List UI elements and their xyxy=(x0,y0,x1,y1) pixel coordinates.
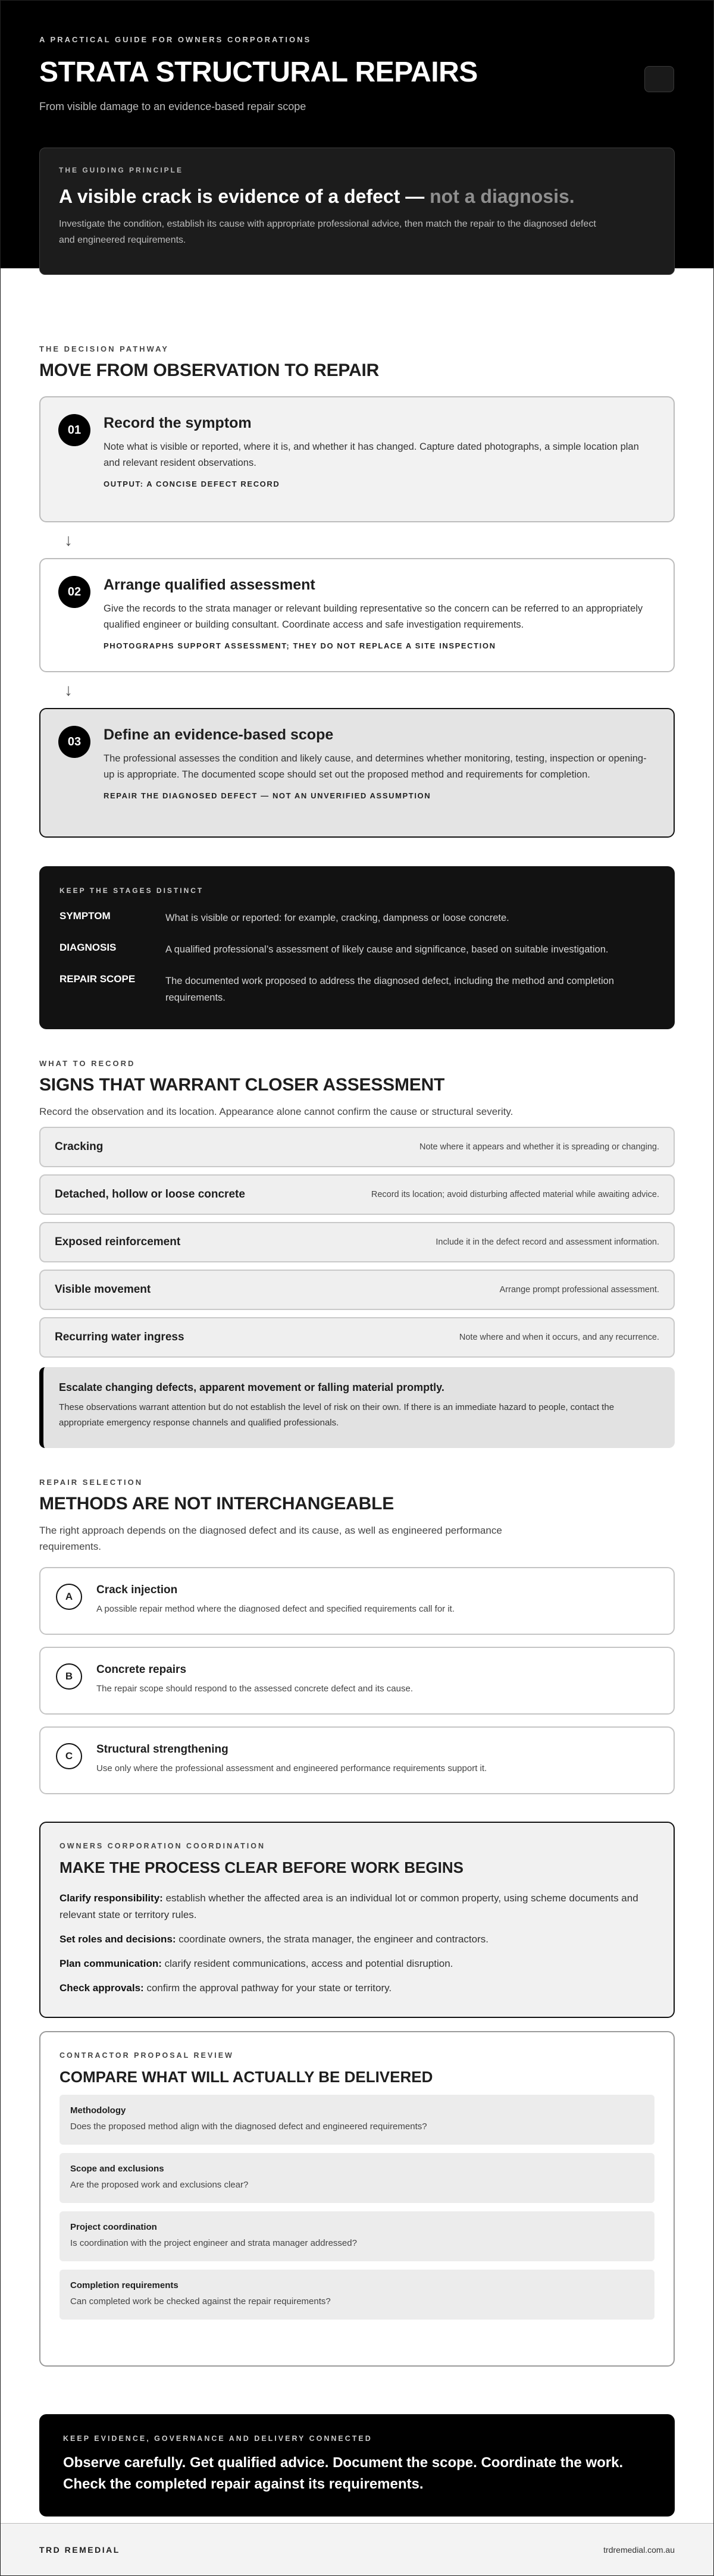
principle-headline xyxy=(59,185,655,208)
escalation-body: These observations warrant attention but do not establish the level of risk on their own. If there is an immediate hazard to people, contact the appropriate emergency response channels and qualified professionals. xyxy=(59,1402,615,1428)
review-item xyxy=(60,2095,654,2145)
item-text: confirm the approval pathway for your state or territory. xyxy=(146,1982,392,1994)
review-title: Methodology xyxy=(70,2105,126,2116)
pathway-eyebrow: THE DECISION PATHWAY xyxy=(39,344,169,353)
closing-callout xyxy=(39,2414,675,2517)
proposal-review-card xyxy=(39,2031,675,2367)
item-text: clarify resident communications, access and potential disruption. xyxy=(164,1957,453,1969)
pathway-section xyxy=(1,268,713,1029)
sign-item xyxy=(39,1127,675,1167)
sign-advice: Note where it appears and whether it is spreading or changing. xyxy=(419,1142,659,1152)
method-body: Use only where the professional assessment and engineered performance requirements support it. xyxy=(96,1763,487,1773)
stages-panel xyxy=(39,866,675,1029)
coordination-title: MAKE THE PROCESS CLEAR BEFORE WORK BEGINS xyxy=(60,1858,464,1876)
method-title: Structural strengthening xyxy=(96,1743,228,1756)
review-question: Does the proposed method align with the diagnosed defect and engineered requirements? xyxy=(70,2121,427,2132)
coordination-list xyxy=(60,1890,654,1997)
sign-item xyxy=(39,1270,675,1310)
sign-name: Visible movement xyxy=(55,1283,151,1296)
method-card xyxy=(39,1726,675,1794)
signs-title: SIGNS THAT WARRANT CLOSER ASSESSMENT xyxy=(39,1075,445,1095)
principle-eyebrow: THE GUIDING PRINCIPLE xyxy=(59,165,184,174)
review-question: Is coordination with the project engineer and strata manager addressed? xyxy=(70,2237,357,2248)
item-label: Plan communication: xyxy=(60,1957,162,1969)
footer-brand: TRD REMEDIAL xyxy=(39,2544,120,2555)
review-question: Can completed work be checked against the repair requirements? xyxy=(70,2296,331,2307)
sign-name: Detached, hollow or loose concrete xyxy=(55,1188,245,1201)
closing-eyebrow: KEEP EVIDENCE, GOVERNANCE AND DELIVERY CONNECTED xyxy=(63,2434,372,2443)
methods-intro: The right approach depends on the diagnosed defect and its cause, as well as engineered performance requirements. xyxy=(39,1525,502,1553)
review-title: Scope and exclusions xyxy=(70,2163,164,2174)
menu-button[interactable] xyxy=(644,66,674,92)
review-question: Are the proposed work and exclusions clear? xyxy=(70,2179,249,2190)
methods-title: METHODS ARE NOT INTERCHANGEABLE xyxy=(39,1494,394,1514)
step-title: Arrange qualified assessment xyxy=(104,576,315,593)
page-subtitle: From visible damage to an evidence-based repair scope xyxy=(39,100,306,112)
step-title: Define an evidence-based scope xyxy=(104,726,334,743)
item-label: Set roles and decisions: xyxy=(60,1933,176,1945)
method-letter: C xyxy=(56,1743,82,1769)
stage-row xyxy=(60,942,654,958)
sign-item xyxy=(39,1222,675,1262)
step-number: 03 xyxy=(58,726,90,758)
stage-term: SYMPTOM xyxy=(60,910,111,922)
sign-advice: Arrange prompt professional assessment. xyxy=(499,1285,659,1295)
step-number: 01 xyxy=(58,414,90,446)
stage-term: REPAIR SCOPE xyxy=(60,973,136,985)
step-card xyxy=(39,396,675,522)
item-text: establish whether the affected area is an individual lot or common property, using scheme documents and relevant state or territory rules. xyxy=(60,1892,638,1920)
stage-row xyxy=(60,910,654,926)
guiding-principle-card xyxy=(39,148,675,275)
proposal-title: COMPARE WHAT WILL ACTUALLY BE DELIVERED xyxy=(60,2067,433,2086)
signs-section xyxy=(1,1029,713,1448)
method-letter: B xyxy=(56,1663,82,1690)
arrow-down-icon: ↓ xyxy=(64,681,73,699)
review-title: Project coordination xyxy=(70,2221,157,2232)
method-body: A possible repair method where the diagnosed defect and specified requirements call for it. xyxy=(96,1603,455,1614)
closing-text: Observe carefully. Get qualified advice. Document the scope. Coordinate the work. Check the completed repair against its requirements. xyxy=(63,2454,624,2492)
review-item xyxy=(60,2211,654,2261)
method-card xyxy=(39,1567,675,1635)
sign-name: Exposed reinforcement xyxy=(55,1236,181,1249)
method-body: The repair scope should respond to the assessed concrete defect and its cause. xyxy=(96,1683,413,1694)
sign-name: Recurring water ingress xyxy=(55,1331,184,1344)
stage-definition: A qualified professional’s assessment of likely cause and significance, based on suitable investigation. xyxy=(165,944,609,955)
step-body: The professional assesses the condition and likely cause, and determines whether monitoring, testing, inspection or opening-up is appropriate. The documented scope should set out the proposed method and requirements for completion. xyxy=(104,753,647,781)
method-title: Concrete repairs xyxy=(96,1663,187,1676)
principle-headline-muted: not a diagnosis. xyxy=(430,185,575,207)
coordination-card xyxy=(39,1822,675,2018)
step-number: 02 xyxy=(58,576,90,608)
stages-eyebrow: KEEP THE STAGES DISTINCT xyxy=(60,886,204,895)
pathway-title: MOVE FROM OBSERVATION TO REPAIR xyxy=(39,361,380,380)
step-body: Note what is visible or reported, where it is, and whether it has changed. Capture dated photographs, a simple location plan and relevant resident observations. xyxy=(104,441,639,469)
principle-headline-main: A visible crack is evidence of a defect — xyxy=(59,185,425,207)
hero-eyebrow: A PRACTICAL GUIDE FOR OWNERS CORPORATIONS xyxy=(39,35,312,44)
sign-advice: Record its location; avoid disturbing affected material while awaiting advice. xyxy=(371,1190,659,1200)
step-card xyxy=(39,708,675,838)
item-label: Clarify responsibility: xyxy=(60,1892,163,1904)
list-item xyxy=(60,1890,654,1923)
footer-link[interactable]: trdremedial.com.au xyxy=(603,2544,675,2555)
sign-item xyxy=(39,1317,675,1358)
method-title: Crack injection xyxy=(96,1583,178,1596)
escalation-callout xyxy=(39,1367,675,1448)
item-text: coordinate owners, the strata manager, the engineer and contractors. xyxy=(178,1933,488,1945)
list-item xyxy=(60,1955,654,1972)
list-item xyxy=(60,1931,654,1948)
escalation-title: Escalate changing defects, apparent movement or falling material promptly. xyxy=(59,1381,444,1394)
step-note: REPAIR THE DIAGNOSED DEFECT — NOT AN UNVERIFIED ASSUMPTION xyxy=(104,791,431,801)
step-title: Record the symptom xyxy=(104,415,252,431)
review-item xyxy=(60,2270,654,2320)
method-letter: A xyxy=(56,1584,82,1610)
method-card xyxy=(39,1647,675,1715)
stage-term: DIAGNOSIS xyxy=(60,942,117,954)
review-title: Completion requirements xyxy=(70,2280,178,2290)
item-label: Check approvals: xyxy=(60,1982,144,1994)
methods-section xyxy=(1,1448,713,2516)
sign-advice: Include it in the defect record and assessment information. xyxy=(436,1237,659,1248)
principle-body: Investigate the condition, establish its cause with appropriate professional advice, then match the repair to the diagnosed defect and engineered requirements. xyxy=(59,219,596,246)
stage-definition: What is visible or reported: for example, cracking, dampness or loose concrete. xyxy=(165,913,509,923)
review-item xyxy=(60,2153,654,2203)
step-note: PHOTOGRAPHS SUPPORT ASSESSMENT; THEY DO NOT REPLACE A SITE INSPECTION xyxy=(104,641,496,651)
sign-name: Cracking xyxy=(55,1140,104,1154)
hero-header xyxy=(1,1,713,268)
methods-eyebrow: REPAIR SELECTION xyxy=(39,1478,143,1487)
step-card xyxy=(39,558,675,672)
signs-intro: Record the observation and its location. Appearance alone cannot confirm the cause or structural severity. xyxy=(39,1106,513,1117)
page-title: STRATA STRUCTURAL REPAIRS xyxy=(39,57,478,88)
proposal-eyebrow: CONTRACTOR PROPOSAL REVIEW xyxy=(60,2051,234,2060)
step-note: OUTPUT: A CONCISE DEFECT RECORD xyxy=(104,480,280,489)
sign-item xyxy=(39,1174,675,1215)
stage-row xyxy=(60,973,654,1005)
list-item xyxy=(60,1980,654,1997)
signs-eyebrow: WHAT TO RECORD xyxy=(39,1059,136,1068)
coordination-eyebrow: OWNERS CORPORATION COORDINATION xyxy=(60,1841,266,1850)
stage-definition: The documented work proposed to address the diagnosed defect, including the method and completion requirements. xyxy=(165,976,614,1003)
sign-advice: Note where and when it occurs, and any recurrence. xyxy=(459,1333,659,1343)
footer xyxy=(1,2523,713,2575)
arrow-down-icon: ↓ xyxy=(64,531,73,549)
step-body: Give the records to the strata manager or relevant building representative so the concern can be referred to an appropriately qualified engineer or building consultant. Coordinate access and safe investigation requirements. xyxy=(104,603,643,631)
